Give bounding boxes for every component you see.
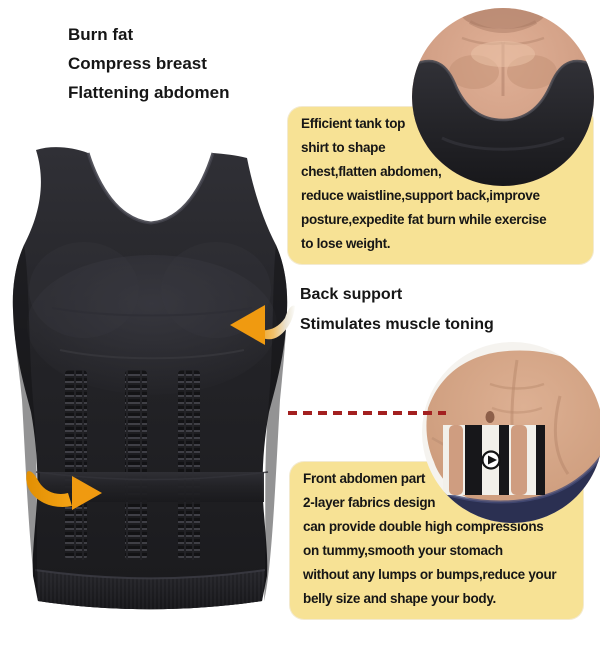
callout-front-line: Front abdomen part [303, 471, 426, 486]
navel [486, 411, 495, 423]
feature-burn-fat: Burn fat [68, 25, 134, 44]
chest-closeup-photo [412, 8, 594, 186]
red-dashed-waist-line [288, 411, 446, 415]
fabric-layer-inset [443, 425, 545, 495]
product-photo-tank-top [2, 140, 300, 618]
callout-benefits-line: reduce waistline,support back,improve [301, 188, 540, 203]
callout-benefits-line: shirt to shape [301, 140, 386, 155]
callout-benefits-line: to lose weight. [301, 236, 391, 251]
callout-benefits-line: Efficient tank top [301, 116, 406, 131]
callout-front-line: belly size and shape your body. [303, 591, 497, 606]
feature-list [68, 20, 230, 107]
back-support-title: Back support [300, 286, 403, 303]
curved-arrow-right-icon [18, 456, 106, 518]
feature-compress-breast: Compress breast [68, 54, 207, 73]
callout-front-line: can provide double high compressions [303, 519, 544, 534]
feature-flatten-abdomen: Flattening abdomen [68, 83, 230, 102]
callout-front-line: without any lumps or bumps,reduce your [303, 567, 557, 582]
callout-benefits-line: posture,expedite fat burn while exercise [301, 212, 547, 227]
callout-benefits-line: chest,flatten abdomen, [301, 164, 442, 179]
back-support-subtitle: Stimulates muscle toning [300, 316, 494, 333]
curved-arrow-left-icon [224, 294, 306, 352]
callout-front-line: 2-layer fabrics design [303, 495, 436, 510]
callout-front-line: on tummy,smooth your stomach [303, 543, 503, 558]
abdomen-closeup-photo [422, 342, 600, 523]
back-support-label [300, 280, 494, 340]
